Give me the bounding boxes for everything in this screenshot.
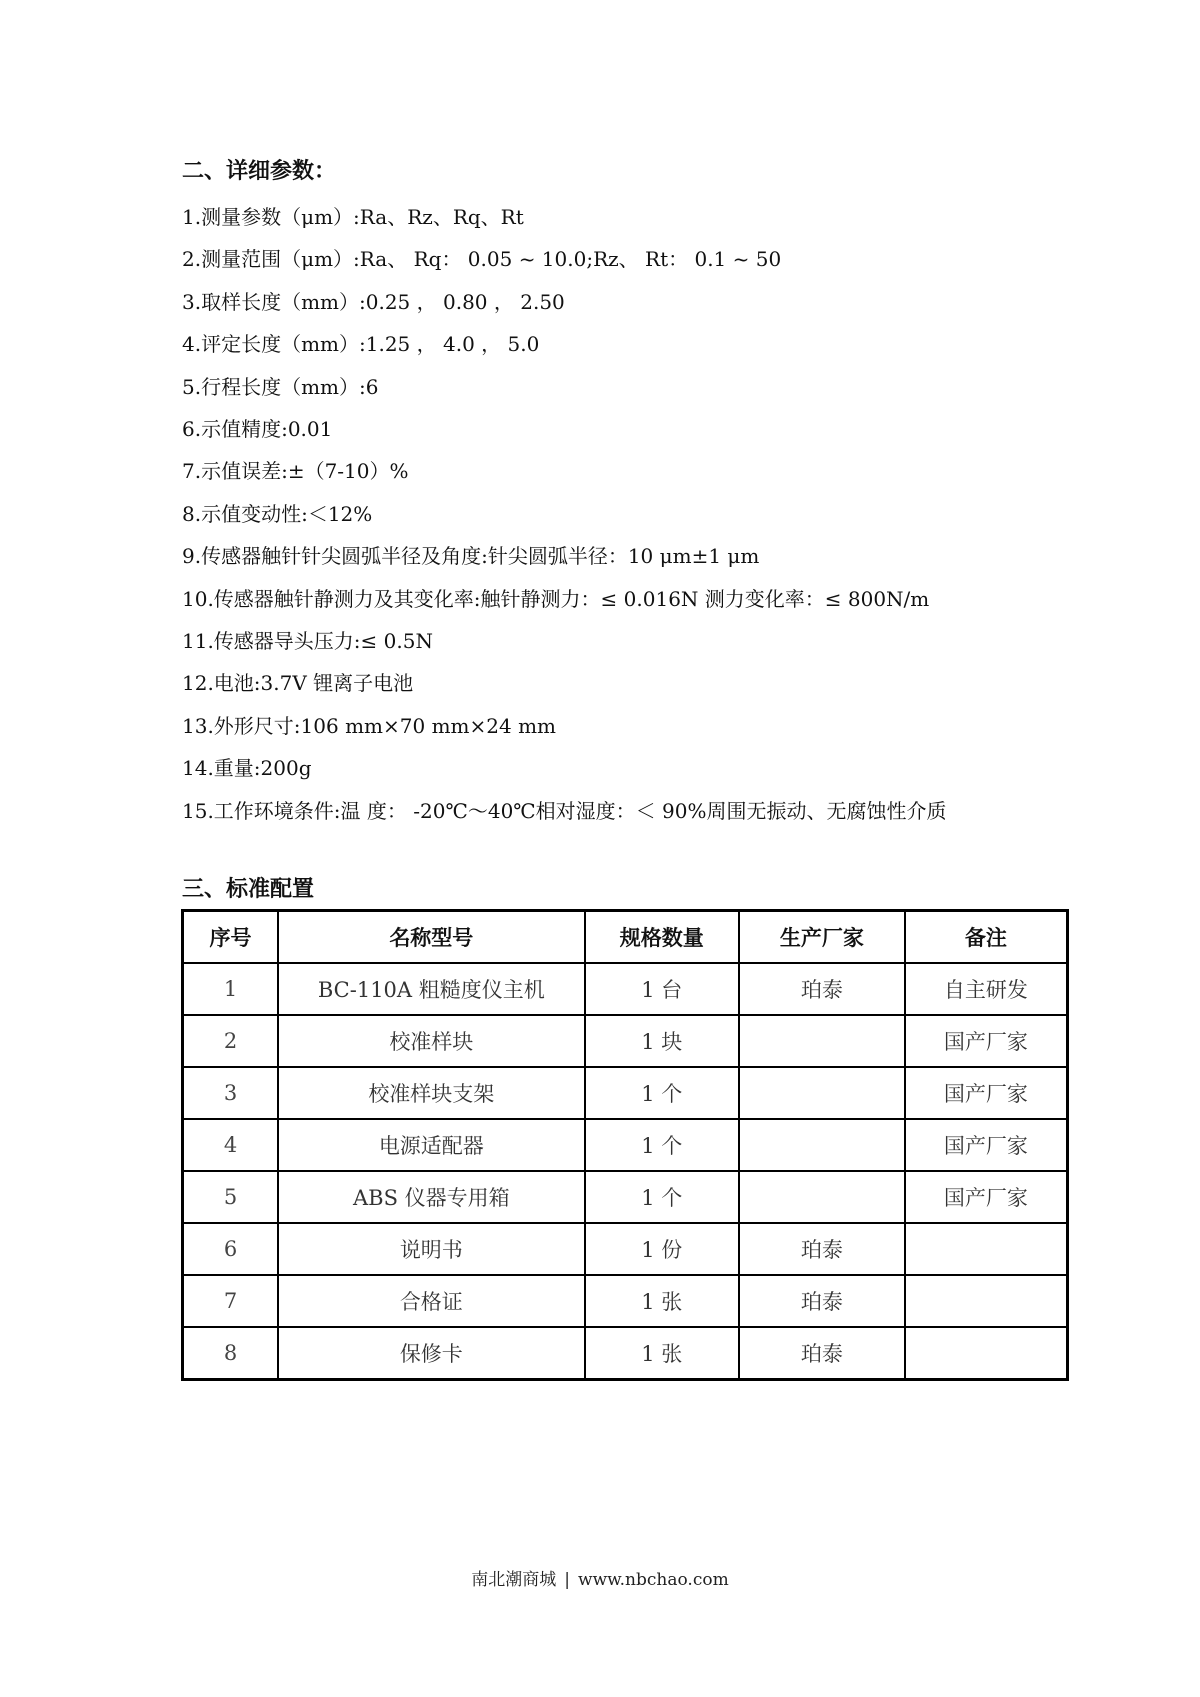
page-footer bbox=[0, 1565, 1200, 1590]
cell-remarks: 国产厂家 bbox=[905, 1015, 1068, 1067]
cell-quantity: 1 张 bbox=[585, 1327, 739, 1380]
cell-name: 电源适配器 bbox=[278, 1119, 585, 1171]
parameter-item: 14.重量:200g bbox=[182, 756, 312, 781]
cell-manufacturer bbox=[739, 1067, 905, 1119]
cell-quantity: 1 张 bbox=[585, 1275, 739, 1327]
cell-quantity: 1 个 bbox=[585, 1171, 739, 1223]
cell-quantity: 1 个 bbox=[585, 1067, 739, 1119]
cell-name: 保修卡 bbox=[278, 1327, 585, 1380]
parameter-item: 1.测量参数（μm）:Ra、Rz、Rq、Rt bbox=[182, 205, 524, 229]
parameter-item: 11.传感器导头压力:≤ 0.5N bbox=[182, 629, 433, 654]
parameter-list bbox=[182, 196, 1072, 832]
cell-remarks bbox=[905, 1275, 1068, 1327]
cell-quantity: 1 个 bbox=[585, 1119, 739, 1171]
parameter-item: 6.示值精度:0.01 bbox=[182, 417, 333, 442]
section-heading-standard-config: 三、标准配置 bbox=[182, 877, 315, 902]
cell-name: 校准样块 bbox=[278, 1015, 585, 1067]
column-header-index: 序号 bbox=[183, 911, 279, 964]
parameter-item: 12.电池:3.7V 锂离子电池 bbox=[182, 671, 414, 696]
cell-name: 说明书 bbox=[278, 1223, 585, 1275]
parameter-item: 4.评定长度（mm）:1.25 ， 4.0 ， 5.0 bbox=[182, 332, 540, 357]
parameter-item: 13.外形尺寸:106 mm×70 mm×24 mm bbox=[182, 713, 556, 738]
cell-remarks: 国产厂家 bbox=[905, 1119, 1068, 1171]
cell-index: 7 bbox=[183, 1275, 279, 1327]
table-row bbox=[183, 1015, 1068, 1067]
parameter-item: 3.取样长度（mm）:0.25 ， 0.80 ， 2.50 bbox=[182, 289, 565, 314]
cell-manufacturer: 珀泰 bbox=[739, 1223, 905, 1275]
column-header-remarks: 备注 bbox=[905, 911, 1068, 964]
cell-manufacturer: 珀泰 bbox=[739, 1327, 905, 1380]
cell-remarks: 国产厂家 bbox=[905, 1067, 1068, 1119]
column-header-name-model: 名称型号 bbox=[278, 911, 585, 964]
cell-name: 合格证 bbox=[278, 1275, 585, 1327]
parameter-item: 2.测量范围（μm）:Ra、 Rq： 0.05 ~ 10.0;Rz、 Rt： 0.1 ~ 50 bbox=[182, 247, 782, 272]
cell-remarks bbox=[905, 1223, 1068, 1275]
column-header-manufacturer: 生产厂家 bbox=[739, 911, 905, 964]
cell-index: 4 bbox=[183, 1119, 279, 1171]
cell-quantity: 1 块 bbox=[585, 1015, 739, 1067]
cell-remarks: 自主研发 bbox=[905, 963, 1068, 1015]
cell-remarks: 国产厂家 bbox=[905, 1171, 1068, 1223]
table-row bbox=[183, 1275, 1068, 1327]
parameter-item: 9.传感器触针针尖圆弧半径及角度:针尖圆弧半径：10 μm±1 μm bbox=[182, 544, 760, 569]
parameter-item: 7.示值误差:±（7-10）% bbox=[182, 459, 409, 484]
cell-remarks bbox=[905, 1327, 1068, 1380]
cell-index: 1 bbox=[183, 963, 279, 1015]
table-row bbox=[183, 1171, 1068, 1223]
cell-quantity: 1 份 bbox=[585, 1223, 739, 1275]
footer-separator: | bbox=[564, 1570, 571, 1590]
parameter-item: 5.行程长度（mm）:6 bbox=[182, 374, 379, 399]
table-row bbox=[183, 1223, 1068, 1275]
table-row bbox=[183, 963, 1068, 1015]
table-row bbox=[183, 1119, 1068, 1171]
cell-name: 校准样块支架 bbox=[278, 1067, 585, 1119]
cell-index: 5 bbox=[183, 1171, 279, 1223]
parameter-item: 8.示值变动性:＜12% bbox=[182, 501, 373, 526]
standard-config-table bbox=[181, 909, 1069, 1381]
cell-quantity: 1 台 bbox=[585, 963, 739, 1015]
column-header-spec-quantity: 规格数量 bbox=[585, 911, 739, 964]
cell-manufacturer bbox=[739, 1171, 905, 1223]
cell-name: BC-110A 粗糙度仪主机 bbox=[278, 963, 585, 1015]
cell-index: 8 bbox=[183, 1327, 279, 1380]
cell-index: 3 bbox=[183, 1067, 279, 1119]
cell-manufacturer bbox=[739, 1119, 905, 1171]
footer-site-name: 南北潮商城 bbox=[471, 1570, 557, 1590]
parameter-item: 10.传感器触针静测力及其变化率:触针静测力：≤ 0.016N 测力变化率：≤ 800N/m bbox=[182, 586, 930, 611]
section-heading-detailed-params: 二、详细参数： bbox=[182, 159, 337, 184]
cell-manufacturer: 珀泰 bbox=[739, 1275, 905, 1327]
cell-manufacturer bbox=[739, 1015, 905, 1067]
table-row bbox=[183, 1327, 1068, 1380]
footer-url-link[interactable]: www.nbchao.com bbox=[578, 1570, 729, 1590]
table-header-row bbox=[183, 911, 1068, 964]
cell-manufacturer: 珀泰 bbox=[739, 963, 905, 1015]
table-row bbox=[183, 1067, 1068, 1119]
cell-name: ABS 仪器专用箱 bbox=[278, 1171, 585, 1223]
cell-index: 6 bbox=[183, 1223, 279, 1275]
parameter-item: 15.工作环境条件:温 度： -20℃～40℃相对湿度：＜ 90%周围无振动、无腐蚀性介质 bbox=[182, 798, 947, 823]
cell-index: 2 bbox=[183, 1015, 279, 1067]
